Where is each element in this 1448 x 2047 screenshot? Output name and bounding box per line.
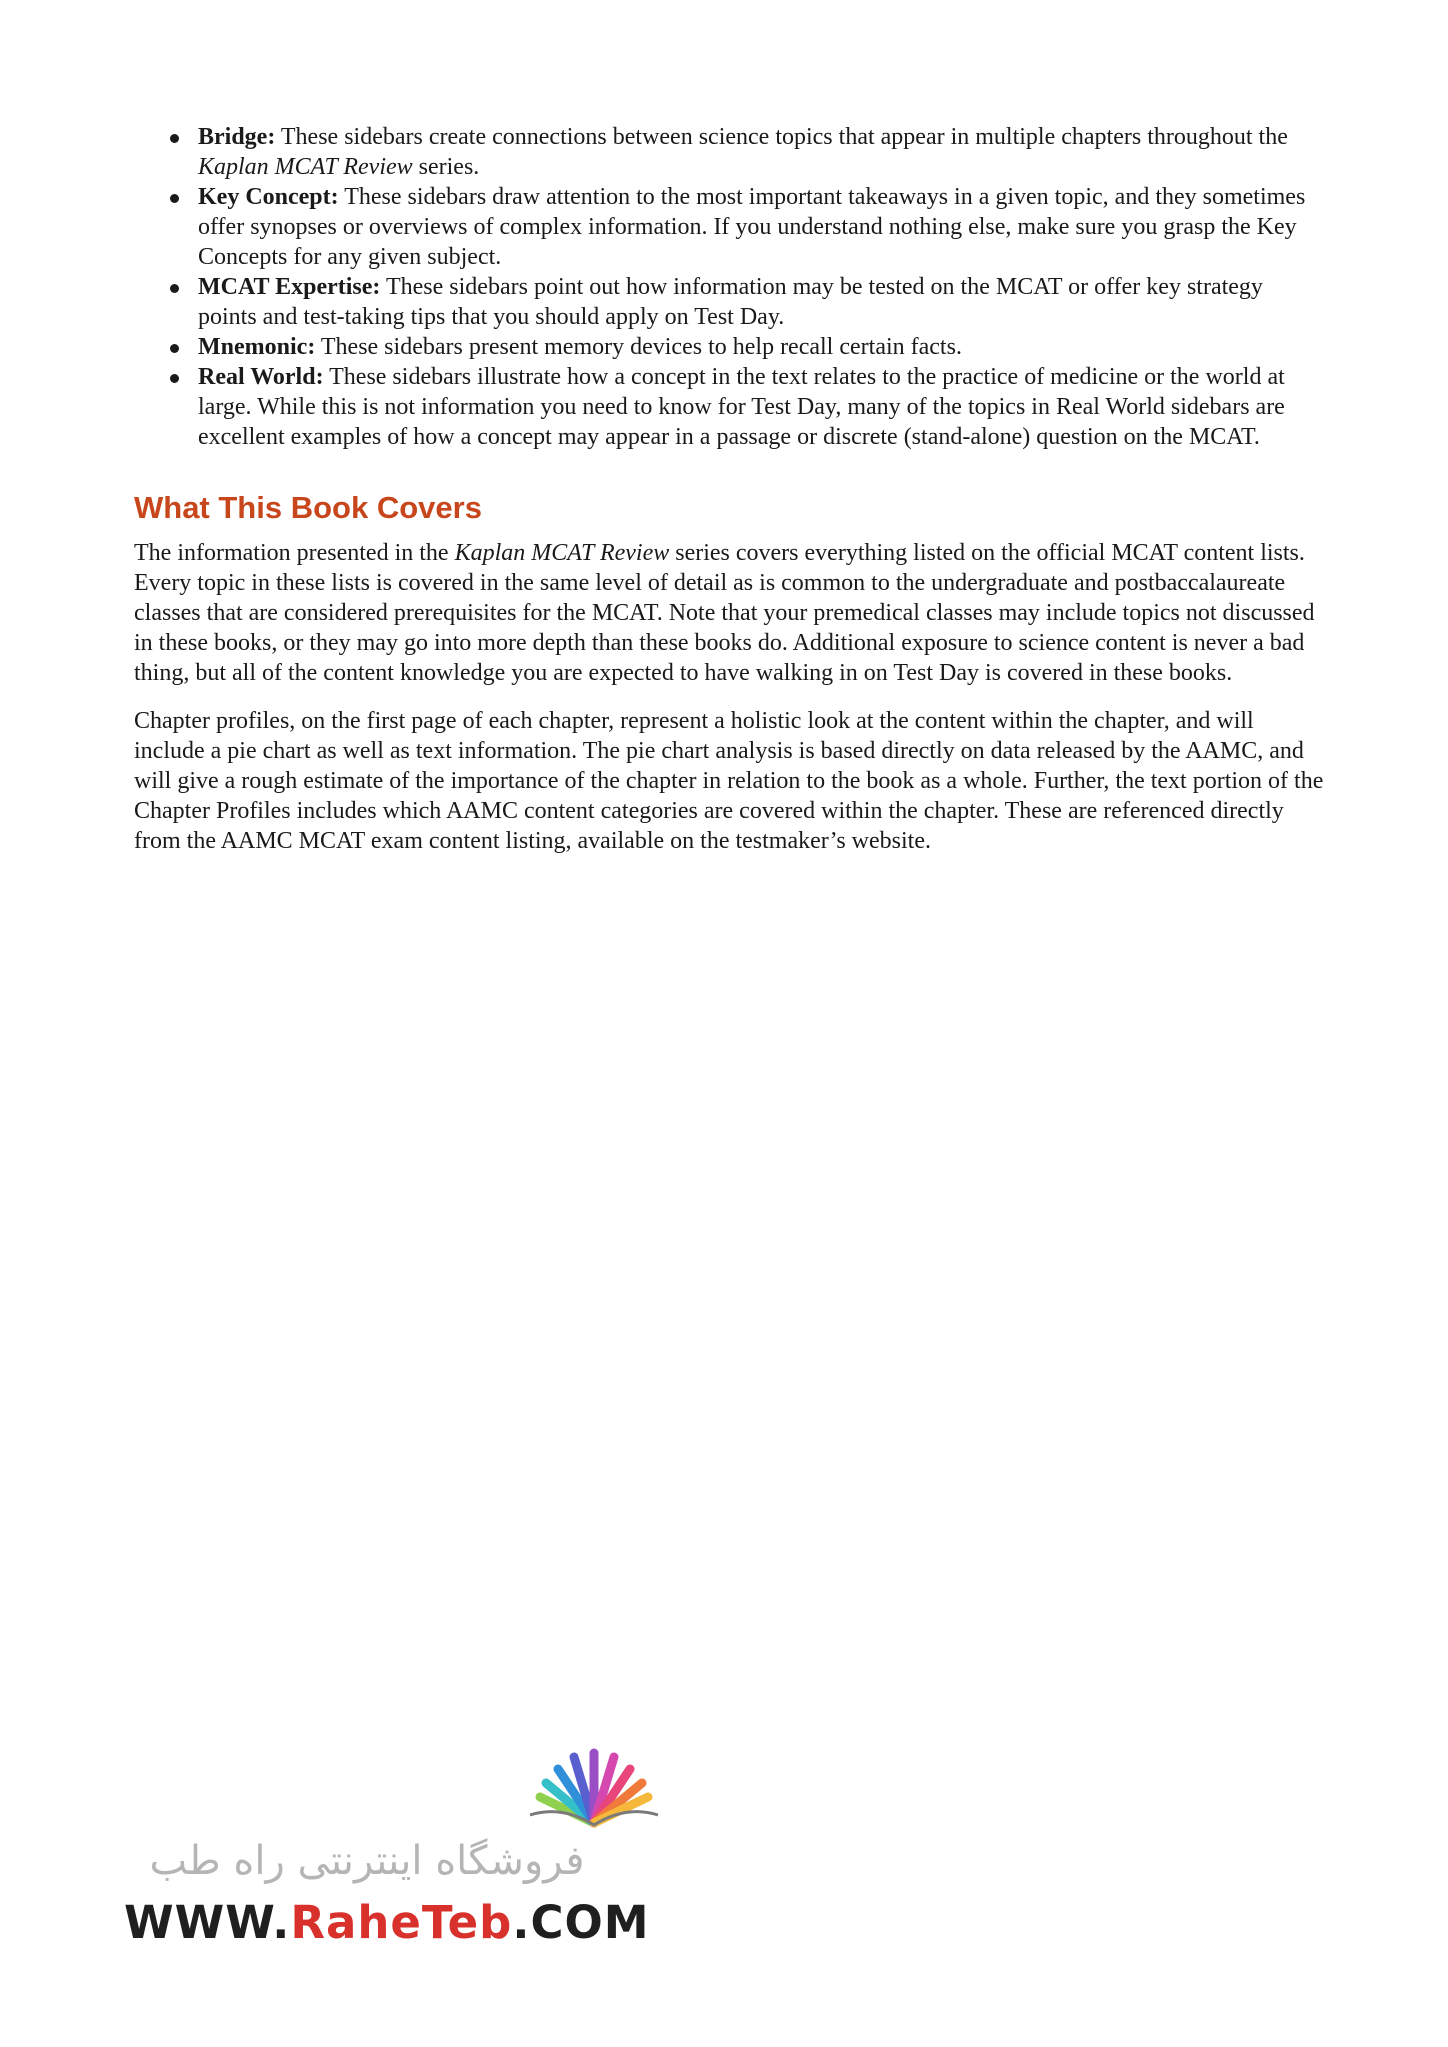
paragraph-text: The information presented in the: [134, 540, 455, 566]
bullet-icon: [170, 134, 179, 143]
sidebar-description: These sidebars illustrate how a concept in the text relates to the practice of medicine or the world at large. While this is not information you need to know for Test Day, many of the topics in Real World sidebars are excellent examples of how a concept may appear in a passage or discrete (stand-alone) question on the MCAT.: [198, 364, 1285, 450]
list-item-bridge: [198, 122, 1324, 182]
series-title: Kaplan MCAT Review: [454, 540, 670, 566]
series-title: Kaplan MCAT Review: [198, 154, 413, 180]
sidebar-description: These sidebars draw attention to the most important takeaways in a given topic, and they sometimes offer synopses or overviews of complex information. If you understand nothing else, make sure you grasp the Key Concepts for any given subject.: [198, 184, 1306, 270]
section-heading: What This Book Covers: [134, 490, 482, 525]
watermark-persian-text: فروشگاه اینترنتی راه طب: [149, 1838, 585, 1884]
watermark-url: [124, 1895, 650, 1951]
bullet-icon: [170, 344, 179, 353]
bullet-icon: [170, 374, 179, 383]
sidebar-description: These sidebars present memory devices to help recall certain facts.: [315, 334, 962, 360]
sidebar-term: MCAT Expertise:: [198, 274, 381, 300]
sidebar-term: Key Concept:: [198, 184, 339, 210]
sidebar-description: These sidebars create connections between science topics that appear in multiple chapters throughout the: [275, 124, 1288, 150]
url-suffix: .COM: [512, 1896, 650, 1949]
sidebar-term: Bridge:: [198, 124, 276, 150]
sidebar-description-end: series.: [412, 154, 480, 180]
sidebar-description: These sidebars point out how information may be tested on the MCAT or offer key strategy points and test-taking tips that you should apply on Test Day.: [198, 274, 1263, 330]
document-page: [134, 122, 1324, 874]
sidebar-types-list: [134, 122, 1324, 452]
list-item-key-concept: [198, 182, 1324, 272]
sidebar-term: Mnemonic:: [198, 334, 316, 360]
list-item-real-world: [198, 362, 1324, 452]
bullet-icon: [170, 284, 179, 293]
open-book-rainbow-icon: [434, 1745, 754, 1835]
url-brand: RaheTeb: [290, 1896, 513, 1949]
raheteb-watermark: [124, 1745, 650, 1955]
list-item-mnemonic: [198, 332, 1324, 362]
bullet-icon: [170, 194, 179, 203]
url-prefix: WWW.: [124, 1896, 291, 1949]
paragraph-coverage: [134, 538, 1324, 688]
paragraph-text-cont: series covers everything listed on the official MCAT content lists. Every topic in these lists is covered in the same level of detail as is common to the undergraduate and postbaccalaureate classes that are considered prerequisites for the MCAT. Note that your premedical classes may include topics not discussed in these books, or they may go into more depth than these books do. Additional exposure to science content is never a bad thing, but all of the content knowledge you are expected to have walking in on Test Day is covered in these books.: [134, 540, 1315, 686]
list-item-mcat-expertise: [198, 272, 1324, 332]
sidebar-term: Real World:: [198, 364, 324, 390]
paragraph-chapter-profiles: Chapter profiles, on the first page of each chapter, represent a holistic look at the content within the chapter, and will include a pie chart as well as text information. The pie chart analysis is based directly on data released by the AAMC, and will give a rough estimate of the importance of the chapter in relation to the book as a whole. Further, the text portion of the Chapter Profiles includes which AAMC content categories are covered within the chapter. These are referenced directly from the AAMC MCAT exam content listing, available on the testmaker’s website.: [134, 708, 1324, 854]
